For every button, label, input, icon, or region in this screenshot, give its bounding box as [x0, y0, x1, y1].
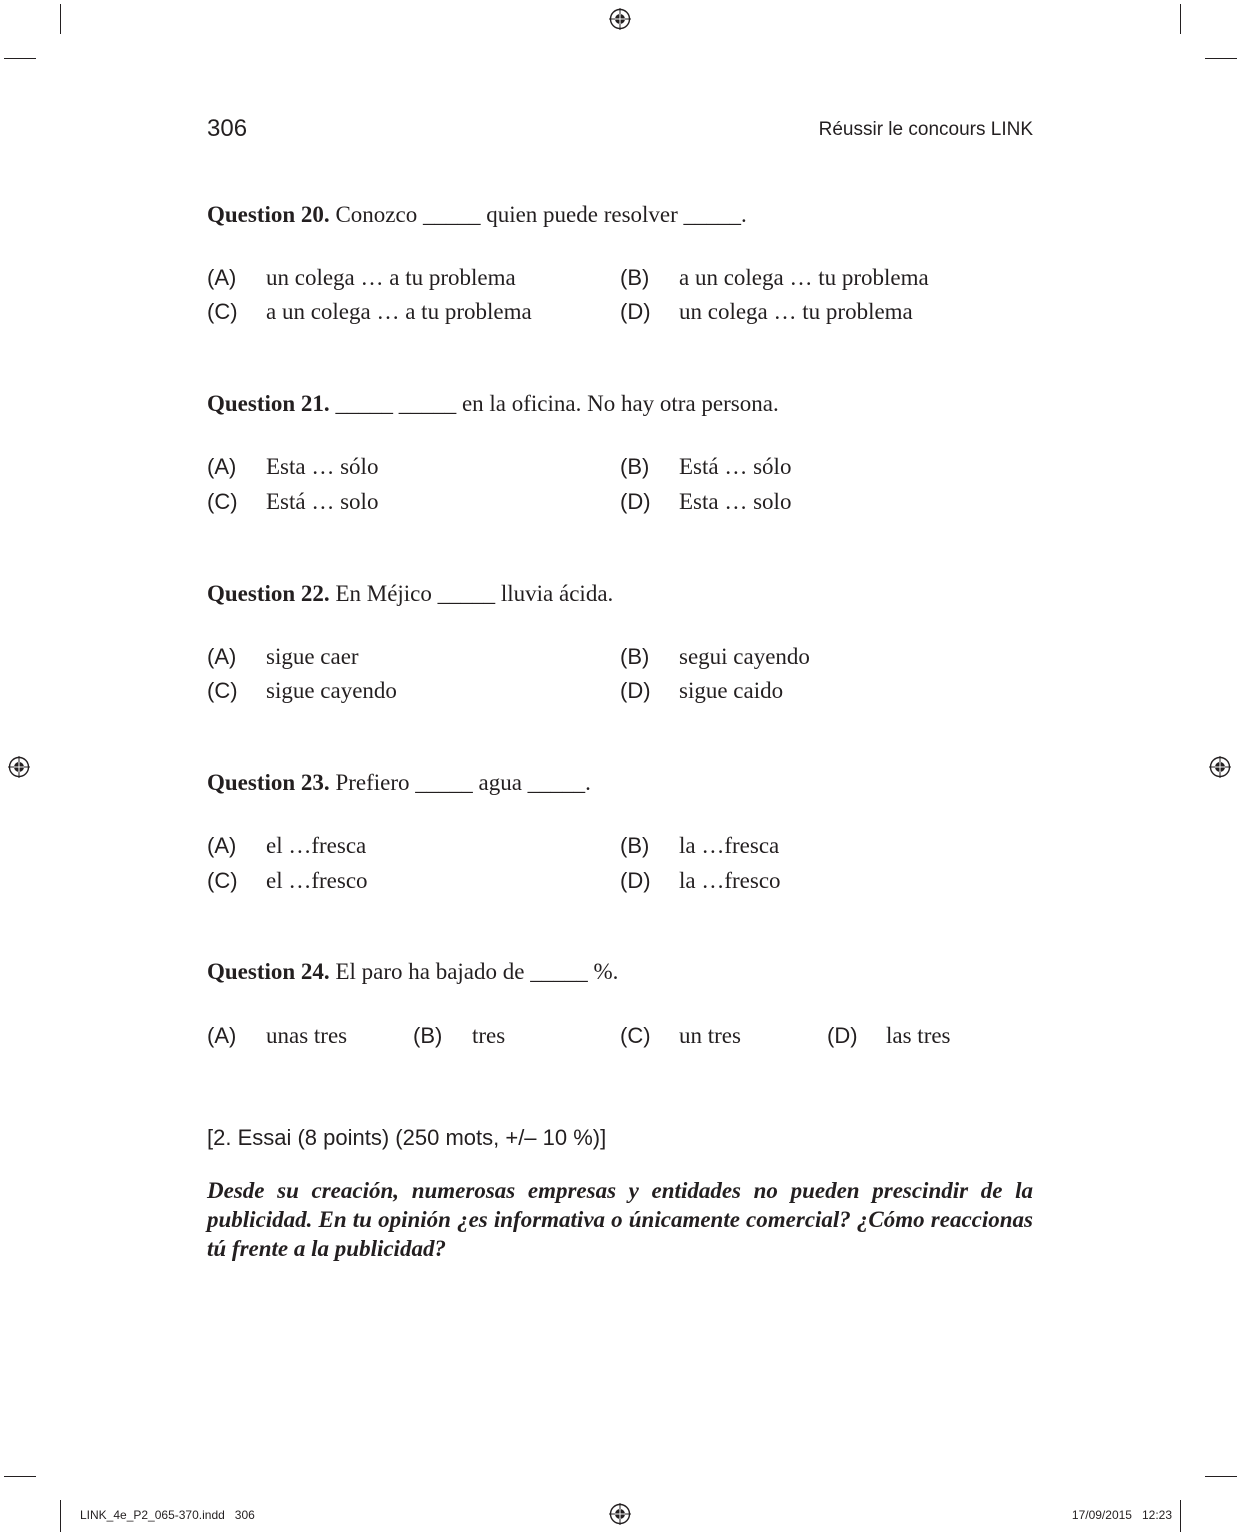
- option-letter: (D): [827, 1023, 858, 1048]
- option-letter: (B): [413, 1023, 443, 1048]
- question-label: Question 24.: [207, 959, 330, 984]
- question-text: _____ _____ en la oficina. No hay otra persona.: [335, 391, 779, 416]
- option-text[interactable]: la …fresca: [679, 833, 780, 858]
- question-23: [207, 768, 591, 798]
- option-text[interactable]: la …fresco: [679, 868, 781, 893]
- option-letter: (C): [207, 299, 238, 324]
- option-letter: (C): [207, 678, 238, 703]
- question-21: [207, 389, 779, 419]
- option-text[interactable]: sigue cayendo: [266, 678, 397, 703]
- question-label: Question 23.: [207, 770, 330, 795]
- option-text[interactable]: Esta … solo: [679, 489, 792, 514]
- essay-heading: [2. Essai (8 points) (250 mots, +/– 10 %)]: [207, 1125, 607, 1150]
- question-text: Conozco _____ quien puede resolver _____.: [335, 202, 747, 227]
- option-letter: (D): [620, 489, 651, 514]
- page-number: 306: [207, 115, 248, 142]
- option-text[interactable]: a un colega … a tu problema: [266, 299, 532, 324]
- crop-mark-bottom-left-horizontal: [4, 1476, 36, 1477]
- option-text[interactable]: un tres: [679, 1023, 741, 1048]
- option-text[interactable]: Esta … sólo: [266, 454, 379, 479]
- option-letter: (B): [620, 454, 650, 479]
- option-letter: (A): [207, 454, 237, 479]
- option-text[interactable]: Está … sólo: [679, 454, 792, 479]
- registration-mark-icon: [609, 1503, 631, 1525]
- option-letter: (A): [207, 833, 237, 858]
- footer-date-time: 17/09/2015 12:23: [1071, 1508, 1172, 1522]
- option-text[interactable]: un colega … tu problema: [679, 299, 913, 324]
- running-title: Réussir le concours LINK: [818, 119, 1033, 140]
- option-text[interactable]: tres: [472, 1023, 506, 1048]
- question-label: Question 22.: [207, 581, 330, 606]
- crop-mark-bottom-right-vertical: [1180, 1500, 1181, 1532]
- option-letter: (A): [207, 1023, 237, 1048]
- essay-prompt: Desde su creación, numerosas empresas y entidades no pueden prescindir de la publicidad. En tu opinión ¿es informativa o únicamente comercial? ¿Cómo reaccionas tú frente a la publicidad?: [207, 1178, 1033, 1261]
- question-text: El paro ha bajado de _____ %.: [335, 959, 619, 984]
- question-22: [207, 579, 613, 609]
- option-text[interactable]: segui cayendo: [679, 644, 810, 669]
- option-text[interactable]: sigue caer: [266, 644, 359, 669]
- option-letter: (D): [620, 868, 651, 893]
- crop-mark-top-left-vertical: [60, 4, 61, 34]
- option-letter: (D): [620, 299, 651, 324]
- option-text[interactable]: el …fresco: [266, 868, 368, 893]
- option-text[interactable]: sigue caido: [679, 678, 784, 703]
- question-label: Question 21.: [207, 391, 330, 416]
- option-text[interactable]: Está … solo: [266, 489, 379, 514]
- option-letter: (B): [620, 833, 650, 858]
- registration-mark-icon: [1209, 756, 1231, 778]
- option-letter: (C): [207, 868, 238, 893]
- option-letter: (A): [207, 265, 237, 290]
- option-text[interactable]: el …fresca: [266, 833, 367, 858]
- option-letter: (C): [207, 489, 238, 514]
- crop-mark-top-left-horizontal: [4, 58, 36, 59]
- question-label: Question 20.: [207, 202, 330, 227]
- question-24: [207, 957, 618, 987]
- crop-mark-bottom-right-horizontal: [1205, 1476, 1237, 1477]
- crop-mark-top-right-horizontal: [1205, 58, 1237, 59]
- option-text[interactable]: un colega … a tu problema: [266, 265, 516, 290]
- registration-mark-icon: [8, 756, 30, 778]
- crop-mark-top-right-vertical: [1180, 4, 1181, 34]
- option-letter: (C): [620, 1023, 651, 1048]
- option-text[interactable]: las tres: [886, 1023, 951, 1048]
- footer-file-name: LINK_4e_P2_065-370.indd 306: [80, 1508, 255, 1522]
- question-text: En Méjico _____ lluvia ácida.: [335, 581, 614, 606]
- option-text[interactable]: unas tres: [266, 1023, 348, 1048]
- registration-mark-icon: [609, 8, 631, 30]
- option-text[interactable]: a un colega … tu problema: [679, 265, 929, 290]
- question-20: [207, 200, 747, 230]
- option-letter: (B): [620, 644, 650, 669]
- crop-mark-bottom-left-vertical: [60, 1500, 61, 1532]
- option-letter: (B): [620, 265, 650, 290]
- question-text: Prefiero _____ agua _____.: [335, 770, 591, 795]
- option-letter: (A): [207, 644, 237, 669]
- option-letter: (D): [620, 678, 651, 703]
